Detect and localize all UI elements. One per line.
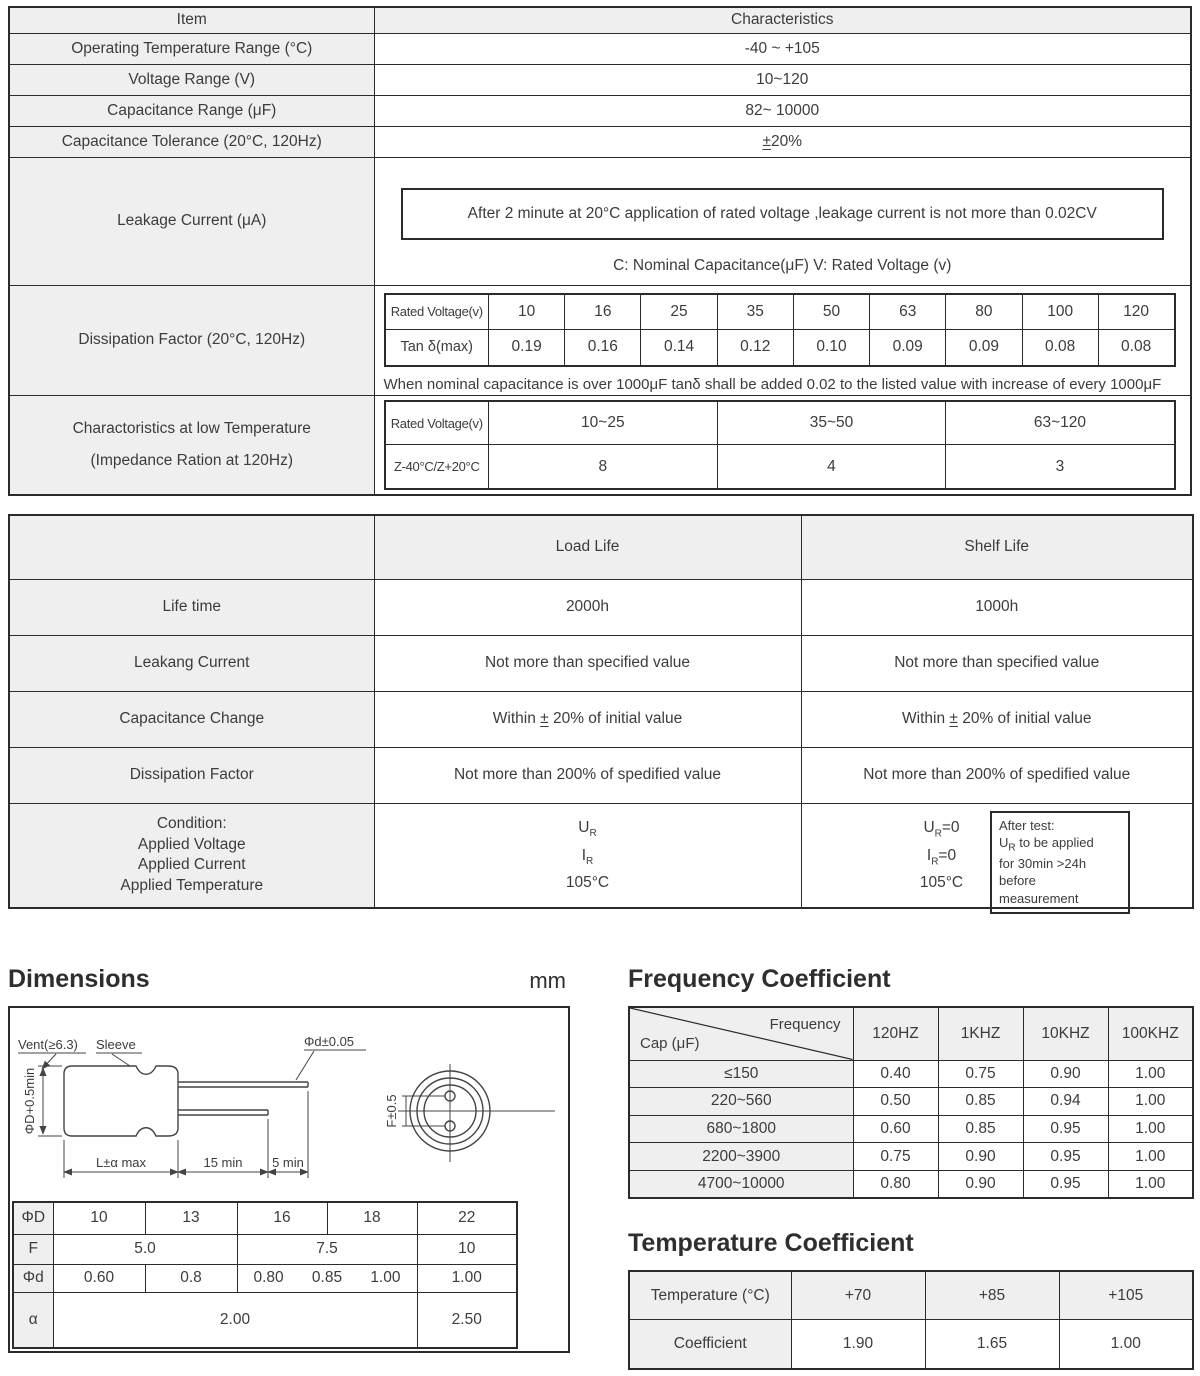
cell: 3 (946, 445, 1175, 489)
cell: 8 (489, 445, 718, 489)
temperature-header-row (629, 1271, 1193, 1320)
frequency-table (628, 1006, 1194, 1199)
item-label (9, 395, 374, 495)
cell: 0.8 (145, 1264, 237, 1292)
dissipation-table (384, 293, 1176, 367)
cell: 0.09 (946, 330, 1022, 366)
cell: 1.00 (417, 1264, 517, 1292)
after-test-note-box: After test: $U_R$ to be applied for 30min >24h before measurement (990, 811, 1130, 915)
phiD-row (13, 1202, 517, 1234)
cell: 0.75 (853, 1143, 938, 1171)
cell: 1.00 (1059, 1320, 1193, 1369)
spec-header-row (9, 7, 1191, 33)
shelf-life-header: Shelf Life (801, 515, 1193, 579)
phiD-label: ΦD+0.5min (22, 1067, 37, 1135)
cell: Not more than specified value (801, 635, 1193, 691)
cell: 0.94 (1023, 1088, 1108, 1116)
cell: 1.90 (791, 1320, 925, 1369)
l-alpha-label: L±α max (95, 1155, 147, 1170)
cell: 1.00 (1108, 1143, 1193, 1171)
row-leakage-current (9, 635, 1193, 691)
row-dissipation-factor (9, 285, 1191, 395)
f-tolerance-label: F±0.5 (384, 1094, 399, 1128)
lead15-label: 15 min (203, 1155, 243, 1170)
cell: 0.90 (938, 1143, 1023, 1171)
cell: 0.09 (870, 330, 946, 366)
impedance-ratio-label: Z-40°C/Z+20°C (385, 445, 489, 489)
row-label: ΦD (13, 1202, 53, 1234)
cell: 0.16 (565, 330, 641, 366)
cell: 25 (641, 294, 717, 330)
cell: 16 (565, 294, 641, 330)
cell: Not more than specified value (374, 635, 801, 691)
sleeve-leader (112, 1054, 130, 1066)
condition-shelf-cell: $U_R=0$ $I_R=0$ 105°C After test: $U_R$ to be applied for 30min >24h before measurement (801, 803, 1193, 908)
empty-corner-cell (9, 515, 374, 579)
item-value: 10~120 (374, 64, 1191, 95)
dimensions-table (12, 1201, 518, 1349)
phid-row (13, 1264, 517, 1292)
cell: 16 (237, 1202, 327, 1234)
row-label: Temperature (°C) (629, 1271, 791, 1320)
cell: 0.50 (853, 1088, 938, 1116)
cell: 1.00 (1108, 1060, 1193, 1088)
row-operating-temp (9, 33, 1191, 64)
frequency-row (629, 1143, 1193, 1171)
cell: 0.95 (1023, 1170, 1108, 1198)
cell: 7.5 (237, 1234, 417, 1264)
cell: 0.90 (938, 1170, 1023, 1198)
row-leakage-current (9, 157, 1191, 285)
spec-header-characteristics: Characteristics (374, 7, 1191, 33)
row-label: Capacitance Change (9, 691, 374, 747)
frequency-row (629, 1170, 1193, 1198)
low-temp-table (384, 400, 1176, 490)
cell: +85 (925, 1271, 1059, 1320)
item-label: Dissipation Factor (20°C, 120Hz) (9, 285, 374, 395)
phid-tolerance-label: Φd±0.05 (304, 1034, 355, 1049)
vent-leader (42, 1054, 56, 1069)
cell: 63~120 (946, 401, 1175, 445)
alpha-row (13, 1292, 517, 1348)
cell: 100 (1022, 294, 1098, 330)
f-row (13, 1234, 517, 1264)
item-value: ±20% (374, 126, 1191, 157)
cell: Within ± 20% of initial value (374, 691, 801, 747)
dimensions-box (8, 1006, 570, 1353)
row-capacitance-change (9, 691, 1193, 747)
row-label: Φd (13, 1264, 53, 1292)
cell: 0.90 (1023, 1060, 1108, 1088)
cell: +105 (1059, 1271, 1193, 1320)
frequency-title: Frequency Coefficient (628, 965, 891, 993)
frequency-header-row (629, 1007, 1193, 1060)
capacitor-drawing (10, 1020, 564, 1198)
cell: 1000h (801, 579, 1193, 635)
col-header: 10KHZ (1023, 1007, 1108, 1060)
cell: 0.14 (641, 330, 717, 366)
cap-range: 220~560 (629, 1088, 853, 1116)
rated-voltage-row (385, 294, 1175, 330)
leakage-note-box: After 2 minute at 20°C application of rated voltage ,leakage current is not more than 0.02CV (401, 188, 1165, 240)
spec-table (8, 6, 1192, 496)
cell: 2000h (374, 579, 801, 635)
row-label: α (13, 1292, 53, 1348)
row-life-time (9, 579, 1193, 635)
rated-voltage-label: Rated Voltage(v) (385, 401, 489, 445)
plus-minus-sign: ± (949, 710, 958, 727)
cell: 18 (327, 1202, 417, 1234)
frequency-row (629, 1088, 1193, 1116)
item-value: -40 ~ +105 (374, 33, 1191, 64)
cap-axis-label: Cap (μF) (640, 1034, 700, 1052)
item-label: Leakage Current (μA) (9, 157, 374, 285)
cell: 1.00 (1108, 1170, 1193, 1198)
frequency-axis-label: Frequency (769, 1016, 841, 1033)
cap-range: 680~1800 (629, 1115, 853, 1143)
cell: 10 (53, 1202, 145, 1234)
life-header-row (9, 515, 1193, 579)
coefficient-row (629, 1320, 1193, 1369)
cell: 1.65 (925, 1320, 1059, 1369)
cell: 0.12 (717, 330, 793, 366)
row-dissipation-factor (9, 747, 1193, 803)
cell: 2.50 (417, 1292, 517, 1348)
cap-range: 2200~3900 (629, 1143, 853, 1171)
cell: 1.00 (1108, 1115, 1193, 1143)
low-temp-line2: (Impedance Ration at 120Hz) (90, 451, 293, 469)
spec-header-item: Item (9, 7, 374, 33)
load-life-header: Load Life (374, 515, 801, 579)
cell: 80 (946, 294, 1022, 330)
col-header: 100KHZ (1108, 1007, 1193, 1060)
row-label: F (13, 1234, 53, 1264)
cell: 10 (489, 294, 565, 330)
lead5-label: 5 min (272, 1155, 304, 1170)
cell: 0.95 (1023, 1143, 1108, 1171)
plus-minus-sign: ± (540, 710, 549, 727)
coefficients-section (628, 956, 1192, 1370)
row-capacitance-tolerance (9, 126, 1191, 157)
row-voltage-range (9, 64, 1191, 95)
cell: 0.60 (853, 1115, 938, 1143)
frequency-row (629, 1115, 1193, 1143)
dimensions-section (8, 956, 570, 1370)
phid-leader (296, 1051, 314, 1080)
cell: 0.80 0.85 1.00 (237, 1264, 417, 1292)
item-label: Voltage Range (V) (9, 64, 374, 95)
low-temp-line1: Charactoristics at low Temperature (72, 419, 311, 437)
cell: 0.40 (853, 1060, 938, 1088)
item-value: 82~ 10000 (374, 95, 1191, 126)
cap-range: 4700~10000 (629, 1170, 853, 1198)
cell: 4 (717, 445, 946, 489)
tan-delta-label: Tan δ(max) (385, 330, 489, 366)
row-label: Life time (9, 579, 374, 635)
cell: 0.08 (1098, 330, 1174, 366)
cell: 10 (417, 1234, 517, 1264)
cell: 13 (145, 1202, 237, 1234)
temperature-table (628, 1270, 1194, 1370)
cell: 0.85 (938, 1088, 1023, 1116)
row-condition (9, 803, 1193, 908)
cell: 0.85 (938, 1115, 1023, 1143)
cell: 0.95 (1023, 1115, 1108, 1143)
cell: Not more than 200% of spedified value (801, 747, 1193, 803)
item-label: Operating Temperature Range (°C) (9, 33, 374, 64)
cell: 0.19 (489, 330, 565, 366)
plus-minus-sign: ± (762, 132, 771, 150)
temperature-title: Temperature Coefficient (628, 1228, 914, 1257)
cell: 63 (870, 294, 946, 330)
cell: 35 (717, 294, 793, 330)
cell: 0.75 (938, 1060, 1023, 1088)
cell: 2.00 (53, 1292, 417, 1348)
condition-label: Condition: Applied Voltage Applied Current Applied Temperature (9, 803, 374, 908)
top-lead (178, 1082, 308, 1087)
cap-range: ≤150 (629, 1060, 853, 1088)
cell: 0.80 (853, 1170, 938, 1198)
bottom-section (8, 956, 1192, 1370)
cell: +70 (791, 1271, 925, 1320)
dimensions-header (8, 956, 570, 994)
cell: 1.00 (1108, 1088, 1193, 1116)
low-temp-cell (374, 395, 1191, 495)
cell: 0.10 (793, 330, 869, 366)
dissipation-cell (374, 285, 1191, 395)
item-label: Capacitance Tolerance (20°C, 120Hz) (9, 126, 374, 157)
cell: 120 (1098, 294, 1174, 330)
cell: 0.08 (1022, 330, 1098, 366)
tan-delta-row (385, 330, 1175, 366)
col-header: 1KHZ (938, 1007, 1023, 1060)
leakage-cell (374, 157, 1191, 285)
cell: 22 (417, 1202, 517, 1234)
dimensions-unit: mm (529, 968, 566, 993)
row-low-temperature (9, 395, 1191, 495)
cell: 50 (793, 294, 869, 330)
cell: Within ± 20% of initial value (801, 691, 1193, 747)
phiD-extension (38, 1066, 62, 1136)
frequency-row (629, 1060, 1193, 1088)
impedance-ratio-row (385, 445, 1175, 489)
dimensions-title: Dimensions (8, 965, 150, 993)
rated-voltage-row (385, 401, 1175, 445)
row-label: Leakang Current (9, 635, 374, 691)
bottom-lead (178, 1110, 268, 1115)
cell: 0.60 (53, 1264, 145, 1292)
cell: 10~25 (489, 401, 718, 445)
diagonal-header-cell (629, 1007, 853, 1060)
row-label: Dissipation Factor (9, 747, 374, 803)
condition-load-cell: $U_R$ $I_R$ 105°C (374, 803, 801, 908)
vent-label: Vent(≥6.3) (18, 1037, 78, 1052)
leakage-legend: C: Nominal Capacitance(μF) V: Rated Voltage (v) (613, 256, 952, 274)
rated-voltage-label: Rated Voltage(v) (385, 294, 489, 330)
item-label: Capacitance Range (μF) (9, 95, 374, 126)
sleeve-label: Sleeve (96, 1037, 136, 1052)
col-header: 120HZ (853, 1007, 938, 1060)
row-capacitance-range (9, 95, 1191, 126)
cell: Not more than 200% of spedified value (374, 747, 801, 803)
cell: 5.0 (53, 1234, 237, 1264)
capacitor-body-outline (64, 1066, 178, 1136)
life-table (8, 514, 1194, 909)
cell: 35~50 (717, 401, 946, 445)
row-label: Coefficient (629, 1320, 791, 1369)
dissipation-note: When nominal capacitance is over 1000μF tanδ shall be added 0.02 to the listed value with increase of every 1000μF (383, 375, 1162, 393)
